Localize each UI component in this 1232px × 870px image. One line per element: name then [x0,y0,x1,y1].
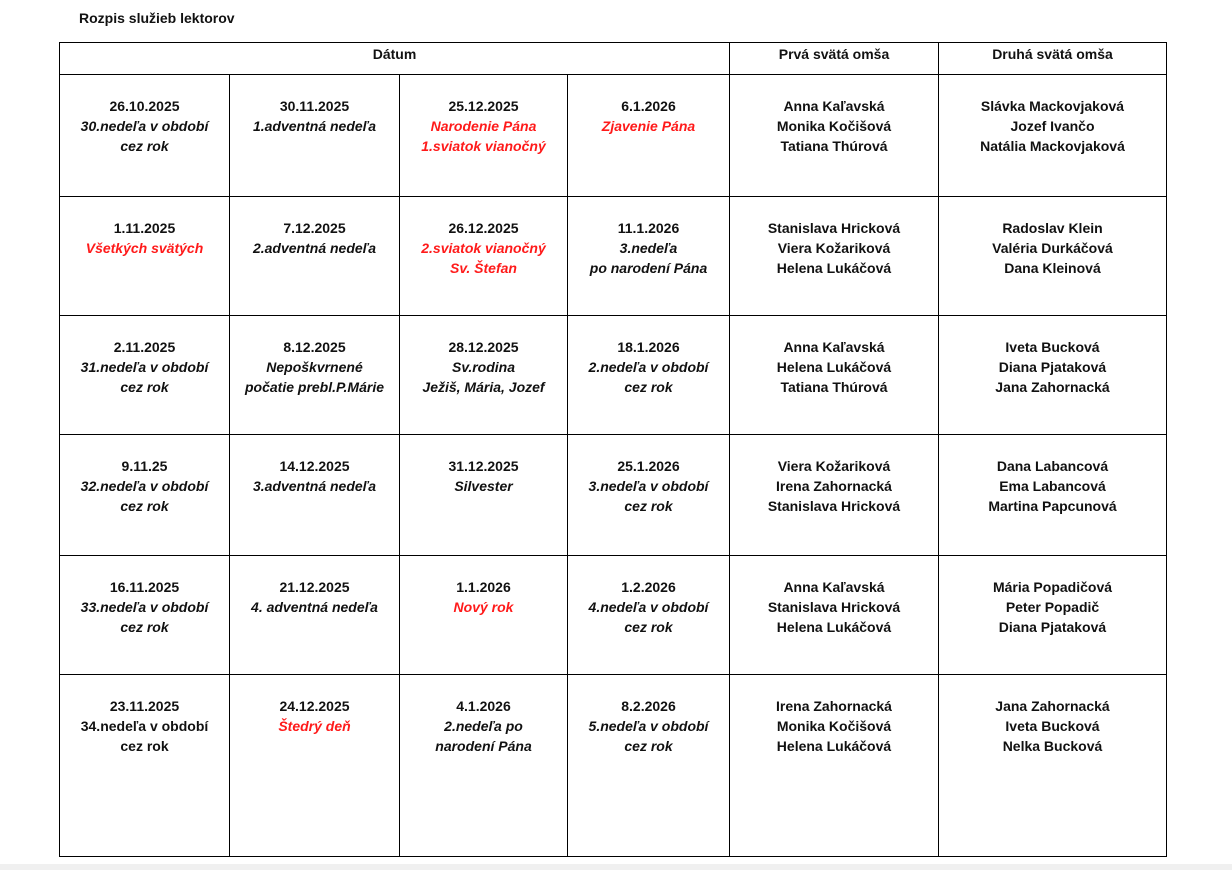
lector-name: Irena Zahornacká [776,478,892,494]
lector-name: Jana Zahornacká [995,698,1110,714]
date-value: 31.12.2025 [448,458,519,474]
liturgical-day-label: 3.nedeľa [619,240,678,256]
date-value: 4.1.2026 [456,698,511,714]
liturgical-day-label: 31.nedeľa v období [80,359,209,375]
lector-name: Mária Popadičová [992,579,1113,595]
lector-name: Natália Mackovjaková [980,138,1125,154]
lector-name: Peter Popadič [1005,599,1100,615]
date-value: 1.2.2026 [621,579,676,595]
liturgical-day-label: Narodenie Pána [430,118,537,134]
lector-name: Nelka Bucková [1002,738,1103,754]
date-cell [400,316,568,435]
second-mass-lectors-cell [939,675,1167,857]
lector-name: Anna Kaľavská [783,98,885,114]
liturgical-day-label: 2.nedeľa v období [588,359,709,375]
first-mass-lectors-cell [730,675,939,857]
second-mass-lectors-cell [939,316,1167,435]
table-row [60,197,1167,316]
lector-name: Monika Kočišová [776,118,892,134]
date-value: 2.11.2025 [113,339,176,355]
date-cell [400,675,568,857]
first-mass-lectors-cell [730,435,939,556]
page-bottom-edge [0,864,1232,870]
page-title: Rozpis služieb lektorov [79,10,235,26]
date-cell [60,435,230,556]
second-mass-lectors-cell [939,197,1167,316]
liturgical-day-label: Nepoškvrnené [266,359,363,375]
lector-name: Helena Lukáčová [776,260,892,276]
liturgical-day-label: cez rok [624,619,673,635]
date-value: 9.11.25 [121,458,168,474]
date-value: 8.12.2025 [283,339,346,355]
lector-name: Monika Kočišová [776,718,892,734]
date-cell [230,316,400,435]
liturgical-day-label: 1.adventná nedeľa [252,118,377,134]
lector-name: Tatiana Thúrová [780,379,888,395]
lector-name: Diana Pjataková [998,359,1107,375]
date-cell [400,197,568,316]
lector-name: Anna Kaľavská [783,579,885,595]
liturgical-day-label: 2.sviatok vianočný [421,240,546,256]
first-mass-header: Prvá svätá omša [730,43,939,75]
schedule-body [60,75,1167,857]
date-cell [568,316,730,435]
date-cell [230,556,400,675]
date-cell [60,675,230,857]
first-mass-lectors-cell [730,316,939,435]
liturgical-day-label: cez rok [120,379,169,395]
liturgical-day-label: počatie prebl.P.Márie [244,379,384,395]
lector-name: Stanislava Hricková [767,220,901,236]
liturgical-day-label: Sv.rodina [451,359,516,375]
date-cell [60,316,230,435]
liturgical-day-label: 33.nedeľa v období [80,599,209,615]
liturgical-day-label: cez rok [624,498,673,514]
liturgical-day-label: 32.nedeľa v období [80,478,209,494]
liturgical-day-label: 3.nedeľa v období [588,478,709,494]
table-row [60,316,1167,435]
liturgical-day-label: cez rok [120,138,169,154]
date-cell [230,675,400,857]
liturgical-day-label: Sv. Štefan [450,260,517,276]
date-value: 8.2.2026 [621,698,676,714]
date-value: 16.11.2025 [109,579,180,595]
date-value: 14.12.2025 [279,458,350,474]
date-value: 7.12.2025 [283,220,346,236]
lector-name: Helena Lukáčová [776,359,892,375]
lector-name: Viera Kožariková [777,458,891,474]
date-cell [568,675,730,857]
liturgical-day-label: 5.nedeľa v období [588,718,709,734]
date-value: 23.11.2025 [109,698,180,714]
liturgical-day-label: cez rok [120,619,169,635]
date-cell [60,75,230,197]
liturgical-day-label: Všetkých svätých [85,240,204,256]
liturgical-day-label: cez rok [120,498,169,514]
lector-schedule-table [59,42,1167,857]
liturgical-day-label: Nový rok [453,599,514,615]
liturgical-day-label: 2.adventná nedeľa [252,240,377,256]
date-cell [568,197,730,316]
date-value: 1.11.2025 [113,220,176,236]
lector-name: Irena Zahornacká [776,698,892,714]
date-value: 25.12.2025 [448,98,519,114]
liturgical-day-label: Ježiš, Mária, Jozef [422,379,545,395]
table-row [60,556,1167,675]
date-value: 1.1.2026 [456,579,511,595]
second-mass-lectors-cell [939,75,1167,197]
date-cell [60,556,230,675]
date-value: 26.12.2025 [448,220,519,236]
table-row [60,675,1167,857]
liturgical-day-label: Štedrý deň [278,718,351,734]
date-cell [400,435,568,556]
liturgical-day-label: 1.sviatok vianočný [421,138,546,154]
date-cell [400,556,568,675]
second-mass-lectors-cell [939,435,1167,556]
date-cell [400,75,568,197]
lector-name: Slávka Mackovjaková [980,98,1125,114]
lector-name: Tatiana Thúrová [780,138,888,154]
lector-name: Helena Lukáčová [776,738,892,754]
lector-name: Stanislava Hricková [767,599,901,615]
liturgical-day-label: po narodení Pána [589,260,708,276]
liturgical-day-label: Silvester [454,478,513,494]
first-mass-lectors-cell [730,556,939,675]
liturgical-day-label: cez rok [624,738,673,754]
second-mass-lectors-cell [939,556,1167,675]
date-value: 24.12.2025 [279,698,350,714]
first-mass-lectors-cell [730,197,939,316]
lector-name: Helena Lukáčová [776,619,892,635]
liturgical-day-label: 2.nedeľa po [444,718,523,734]
date-value: 11.1.2026 [617,220,680,236]
date-value: 28.12.2025 [448,339,519,355]
liturgical-day-label: 4.nedeľa v období [588,599,709,615]
lector-name: Radoslav Klein [1002,220,1103,236]
date-cell [568,435,730,556]
date-value: 21.12.2025 [279,579,350,595]
lector-name: Jozef Ivančo [1010,118,1095,134]
second-mass-header: Druhá svätá omša [939,43,1167,75]
date-value: 6.1.2026 [621,98,676,114]
lector-name: Iveta Bucková [1005,339,1100,355]
date-cell [568,75,730,197]
liturgical-day-label: 34.nedeľa v období [80,718,209,734]
date-header: Dátum [60,43,730,75]
lector-name: Jana Zahornacká [995,379,1110,395]
liturgical-day-label: 4. adventná nedeľa [251,599,378,615]
date-cell [230,75,400,197]
table-row [60,75,1167,197]
lector-name: Iveta Bucková [1005,718,1100,734]
date-value: 18.1.2026 [617,339,680,355]
date-cell [230,197,400,316]
liturgical-day-label: cez rok [624,379,673,395]
lector-name: Dana Labancová [996,458,1109,474]
lector-name: Stanislava Hricková [767,498,901,514]
table-header-row [60,43,1167,75]
lector-name: Valéria Durkáčová [992,240,1113,256]
lector-name: Viera Kožariková [777,240,891,256]
liturgical-day-label: Zjavenie Pána [601,118,696,134]
date-cell [568,556,730,675]
liturgical-day-label: cez rok [120,738,169,754]
date-cell [60,197,230,316]
lector-name: Ema Labancová [999,478,1106,494]
table-row [60,435,1167,556]
date-value: 25.1.2026 [617,458,680,474]
date-cell [230,435,400,556]
first-mass-lectors-cell [730,75,939,197]
date-value: 26.10.2025 [109,98,180,114]
liturgical-day-label: 30.nedeľa v období [80,118,209,134]
lector-name: Martina Papcunová [988,498,1117,514]
date-value: 30.11.2025 [279,98,350,114]
lector-name: Dana Kleinová [1004,260,1101,276]
lector-name: Anna Kaľavská [783,339,885,355]
lector-name: Diana Pjataková [998,619,1107,635]
liturgical-day-label: 3.adventná nedeľa [252,478,377,494]
liturgical-day-label: narodení Pána [435,738,532,754]
